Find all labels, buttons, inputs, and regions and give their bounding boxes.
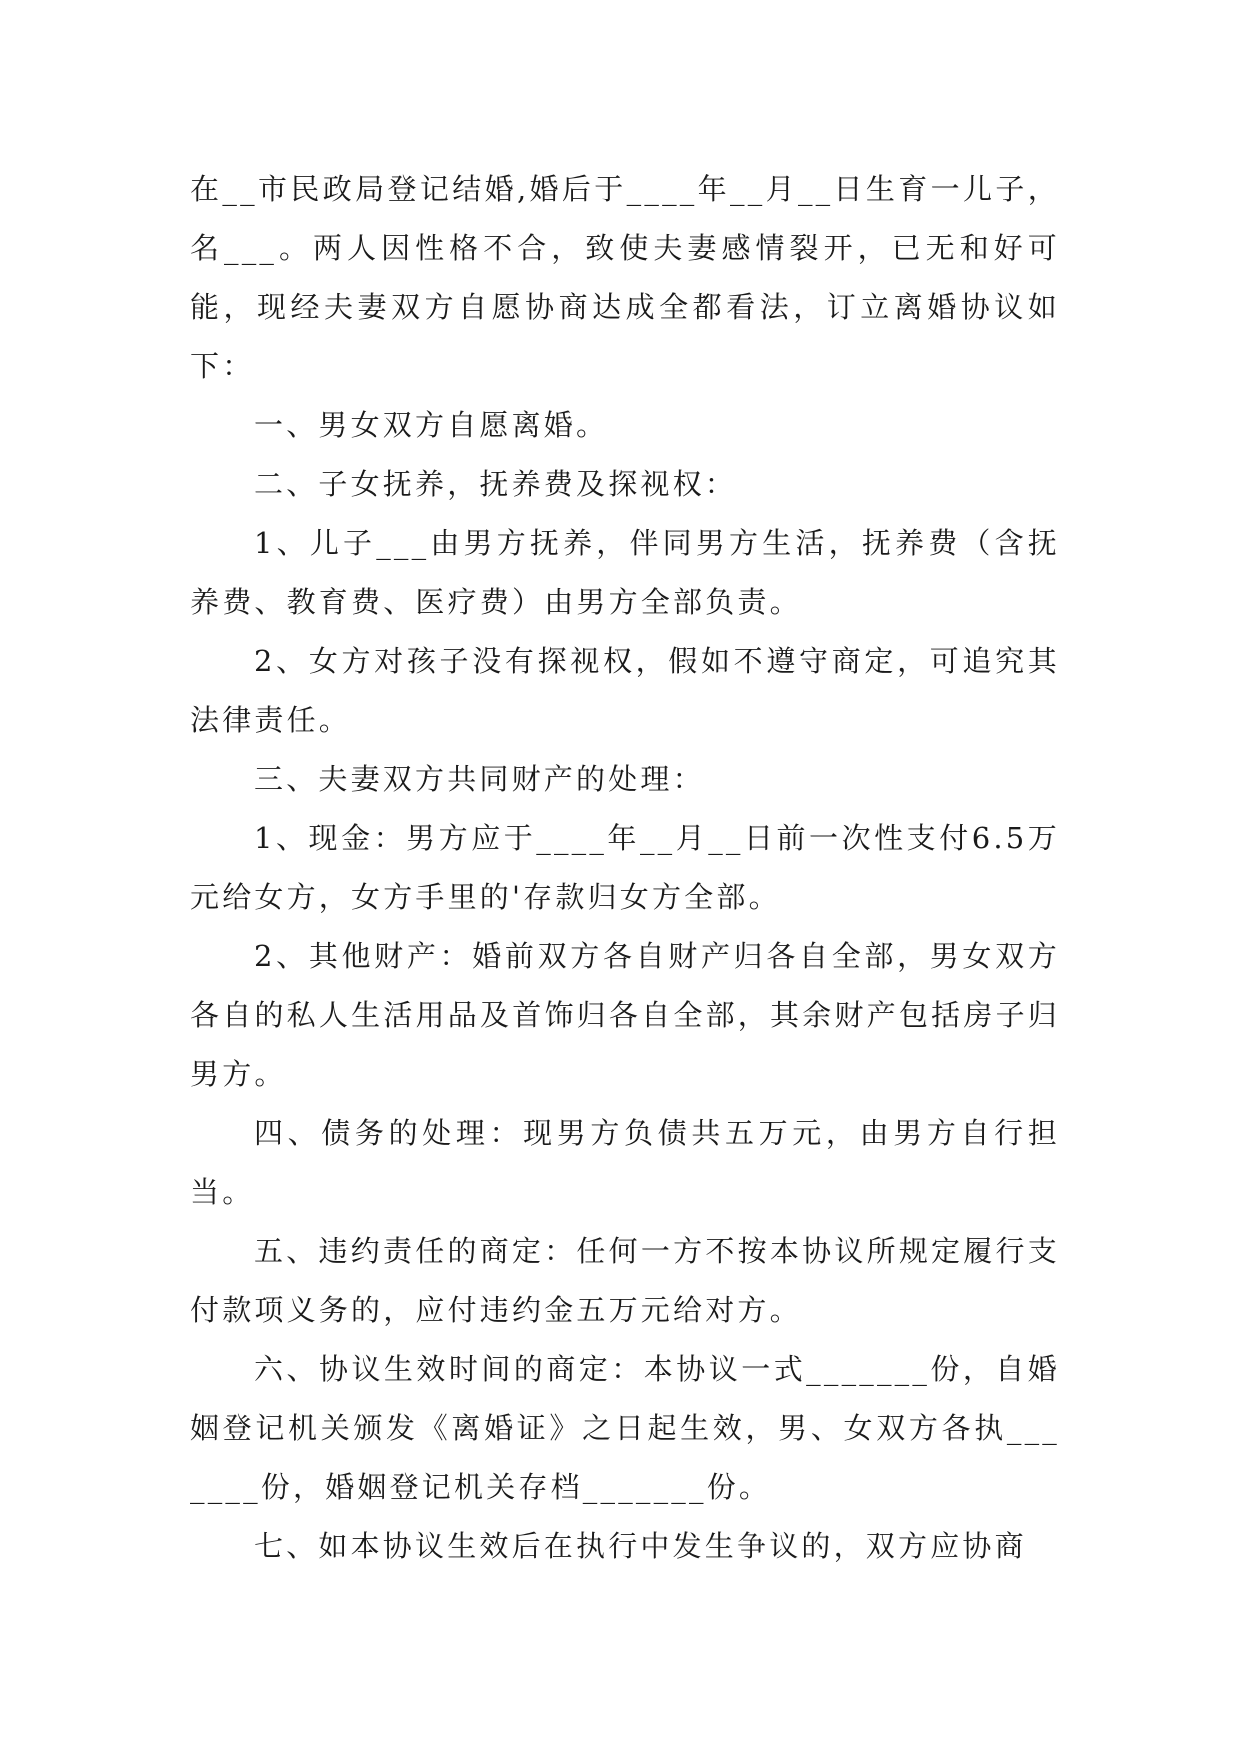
paragraph-clause-5: 五、违约责任的商定：任何一方不按本协议所规定履行支付款项义务的，应付违约金五万元给对方。 xyxy=(190,1234,1060,1327)
paragraph-clause-1: 一、男女双方自愿离婚。 xyxy=(254,408,609,442)
document-body xyxy=(190,160,1060,1576)
paragraph-clause-2-2: 2、女方对孩子没有探视权，假如不遵守商定，可追究其法律责任。 xyxy=(190,644,1060,737)
paragraph-clause-3: 三、夫妻双方共同财产的处理： xyxy=(254,762,705,796)
paragraph-clause-6: 六、协议生效时间的商定：本协议一式_______份，自婚姻登记机关颁发《离婚证》之日起生效，男、女双方各执_______份，婚姻登记机关存档_______份。 xyxy=(190,1352,1060,1504)
paragraph-clause-7: 七、如本协议生效后在执行中发生争议的，双方应协商 xyxy=(254,1529,1027,1563)
paragraph-clause-2: 二、子女抚养，抚养费及探视权： xyxy=(254,467,738,501)
paragraph-clause-4: 四、债务的处理：现男方负债共五万元，由男方自行担当。 xyxy=(190,1116,1060,1209)
paragraph-clause-3-1: 1、现金：男方应于____年__月__日前一次性支付6.5万元给女方，女方手里的'存款归女方全部。 xyxy=(190,821,1060,914)
paragraph-clause-2-1: 1、儿子___由男方抚养，伴同男方生活，抚养费（含抚养费、教育费、医疗费）由男方全部负责。 xyxy=(190,526,1060,619)
paragraph-intro: 在__市民政局登记结婚,婚后于____年__月__日生育一儿子，名___。两人因性格不合，致使夫妻感情裂开，已无和好可能，现经夫妻双方自愿协商达成全都看法，订立离婚协议如下： xyxy=(190,172,1060,383)
paragraph-clause-3-2: 2、其他财产：婚前双方各自财产归各自全部，男女双方各自的私人生活用品及首饰归各自全部，其余财产包括房子归男方。 xyxy=(190,939,1060,1091)
